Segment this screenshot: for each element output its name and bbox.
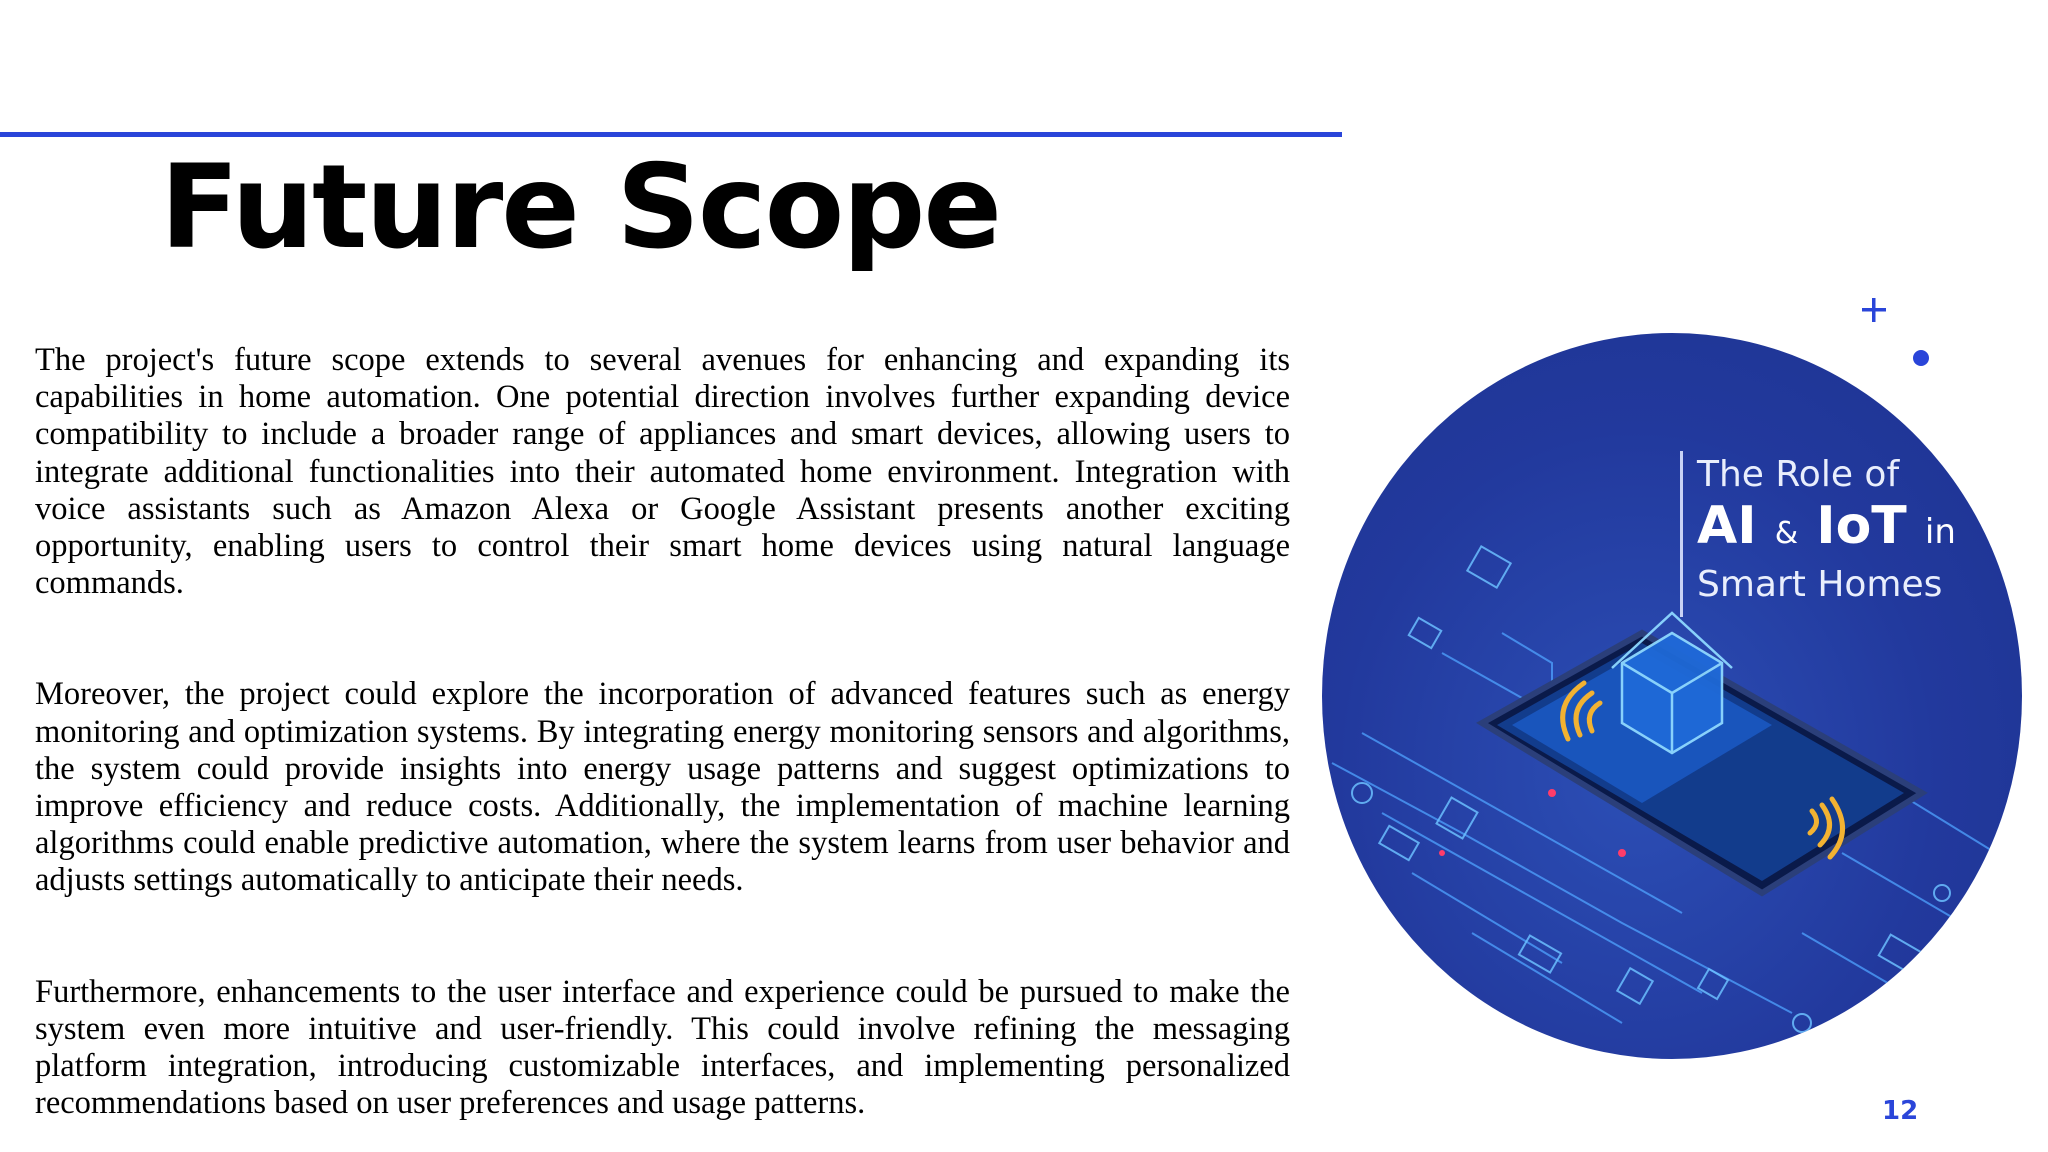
slide-title: Future Scope: [160, 140, 1001, 275]
caption-line-2: [1697, 497, 1987, 563]
caption-iot: IoT: [1816, 496, 1907, 556]
smart-home-image: [1322, 333, 2022, 1059]
body-text: [35, 342, 1290, 1122]
plus-icon: [1860, 296, 1888, 324]
caption-divider: [1680, 451, 1683, 617]
caption-in: in: [1924, 512, 1956, 552]
image-caption: [1697, 453, 1987, 607]
page-number: 12: [1882, 1096, 1919, 1126]
circuit-illustration: [1322, 333, 2022, 1059]
caption-amp: &: [1774, 516, 1799, 551]
paragraph-1: The project's future scope extends to several avenues for enhancing and expanding its capabilities in home automation. One potential direction involves further expanding device compatibility to include a broader range of appliances and smart devices, allowing users to integrate additional functionalities into their automated home environment. Integration with voice assistants such as Amazon Alexa or Google Assistant presents another exciting opportunity, enabling users to control their smart home devices using natural language commands.: [35, 342, 1290, 602]
caption-line-3: Smart Homes: [1697, 564, 1943, 605]
caption-line-1: The Role of: [1697, 454, 1900, 495]
caption-ai: AI: [1697, 496, 1757, 556]
title-accent-line: [0, 132, 1342, 137]
paragraph-2: Moreover, the project could explore the incorporation of advanced features such as energy monitoring and optimization systems. By integrating energy monitoring sensors and algorithms, the system could provide insights into energy usage patterns and suggest optimizations to improve efficiency and reduce costs. Additionally, the implementation of machine learning algorithms could enable predictive automation, where the system learns from user behavior and adjusts settings automatically to anticipate their needs.: [35, 676, 1290, 899]
paragraph-3: Furthermore, enhancements to the user interface and experience could be pursued to make the system even more intuitive and user-friendly. This could involve refining the messaging platform integration, introducing customizable interfaces, and implementing personalized recommendations based on user preferences and usage patterns.: [35, 973, 1290, 1122]
